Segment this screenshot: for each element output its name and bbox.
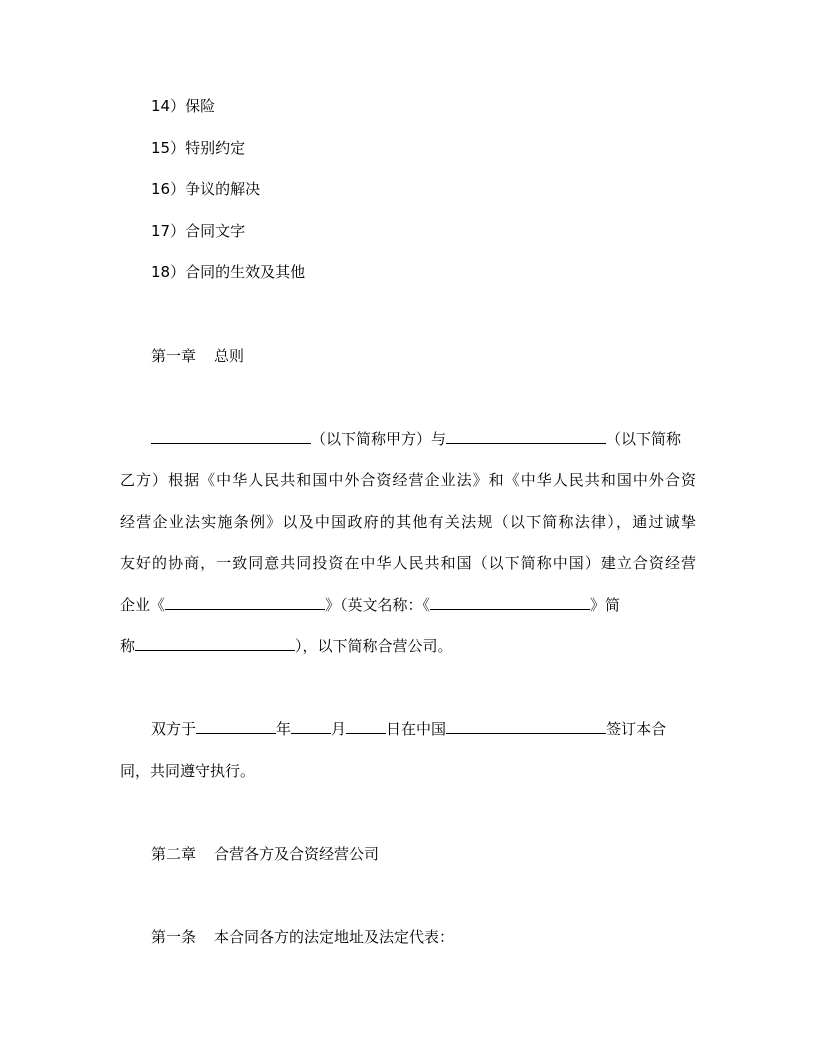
year-blank[interactable] <box>196 719 276 734</box>
chapter-heading <box>151 346 244 366</box>
party-b-blank[interactable] <box>446 429 606 444</box>
chapter-heading <box>151 844 379 864</box>
preamble-line: （以下简称甲方）与 （以下简称 <box>151 429 681 449</box>
list-item: 14）保险 <box>151 97 216 115</box>
preamble-line: 乙方）根据《中华人民共和国中外合资经营企业法》和《中华人民共和国中外合资 <box>120 471 696 489</box>
preamble-line: 企业《 》（英文名称：《 》简 <box>120 596 621 614</box>
signing-line: 双方于 年 月 日在中国 签订本合 <box>151 720 667 738</box>
english-name-blank[interactable] <box>430 595 590 610</box>
list-item: 17）合同文字 <box>151 222 246 240</box>
chapter-title: 总则 <box>214 347 245 365</box>
chapter-number: 第二章 <box>151 845 197 863</box>
party-a-blank[interactable] <box>151 429 311 444</box>
article-title: 本合同各方的法定地址及法定代表： <box>214 928 455 946</box>
abbreviation-blank[interactable] <box>135 636 295 651</box>
location-blank[interactable] <box>446 719 606 734</box>
list-item: 16）争议的解决 <box>151 180 261 198</box>
list-item: 18）合同的生效及其他 <box>151 263 306 281</box>
list-item: 15）特别约定 <box>151 139 246 157</box>
month-blank[interactable] <box>291 719 331 734</box>
chapter-title: 合营各方及合资经营公司 <box>214 845 380 863</box>
preamble-line: 经营企业法实施条例》以及中国政府的其他有关法规（以下简称法律），通过诚挚 <box>120 513 696 531</box>
company-name-blank[interactable] <box>165 595 325 610</box>
preamble-line: 称 ），以下简称合营公司。 <box>120 637 453 655</box>
signing-line: 同，共同遵守执行。 <box>120 762 256 780</box>
article-heading <box>151 927 454 947</box>
chapter-number: 第一章 <box>151 347 197 365</box>
preamble-line: 友好的协商，一致同意共同投资在中华人民共和国（以下简称中国）建立合资经营 <box>120 554 696 572</box>
day-blank[interactable] <box>346 719 386 734</box>
article-number: 第一条 <box>151 928 197 946</box>
